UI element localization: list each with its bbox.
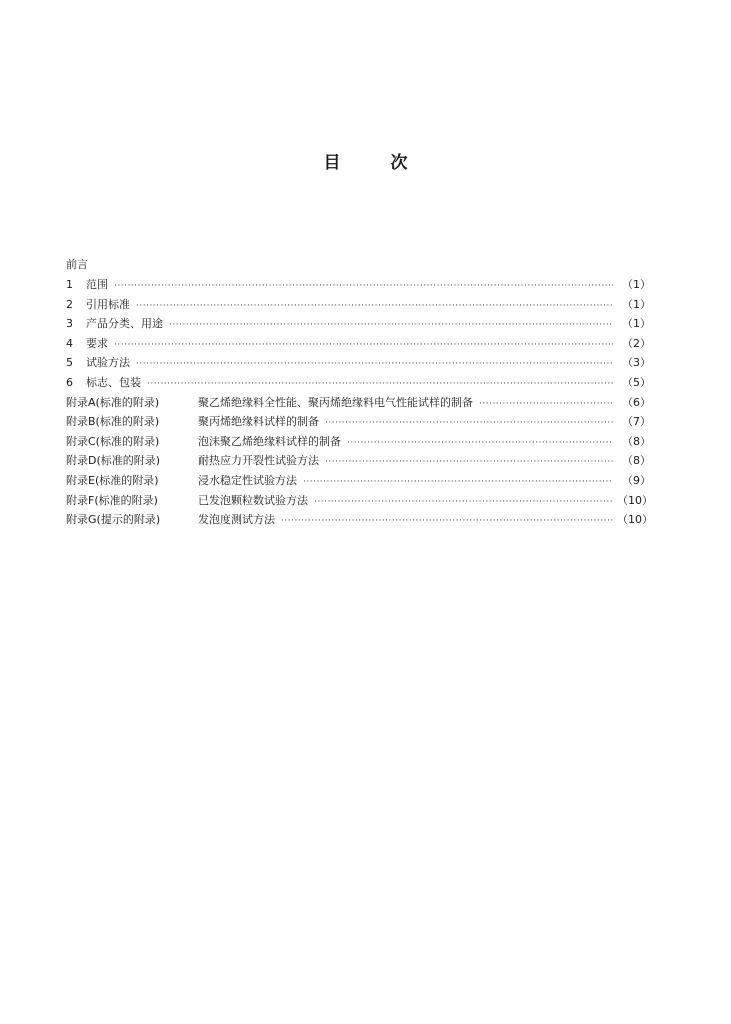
toc-appendix-page: （8） <box>622 434 651 448</box>
toc-entry-label: 引用标准 <box>86 297 130 311</box>
toc-entry[interactable] <box>66 314 651 334</box>
toc-entry-page: （2） <box>622 336 651 350</box>
toc-preface[interactable]: 前言 <box>66 258 88 271</box>
toc-appendix-name: 附录B(标准的附录) <box>66 415 160 429</box>
toc-appendix-name: 附录C(标准的附录) <box>66 434 160 448</box>
toc-entry-number: 2 <box>66 297 73 311</box>
dot-leader <box>114 277 613 297</box>
table-of-contents <box>66 255 651 530</box>
dot-leader <box>136 297 613 317</box>
toc-appendix[interactable] <box>66 432 651 452</box>
toc-appendix[interactable] <box>66 393 651 413</box>
dot-leader <box>281 512 613 532</box>
toc-appendix-page: （6） <box>622 395 651 409</box>
title-left-char: 目 <box>323 153 341 173</box>
toc-appendix-label: 浸水稳定性试验方法 <box>198 473 297 487</box>
toc-entry-page: （1） <box>622 278 651 291</box>
toc-appendix-label: 聚乙烯绝缘料全性能、聚丙烯绝缘料电气性能试样的制备 <box>198 395 473 409</box>
toc-appendix-page: （7） <box>622 415 651 429</box>
toc-appendix-page: （9） <box>622 473 651 487</box>
dot-leader <box>325 453 613 473</box>
dot-leader <box>169 316 613 336</box>
dot-leader <box>114 336 613 356</box>
toc-appendix-label: 泡沫聚乙烯绝缘料试样的制备 <box>198 434 341 448</box>
toc-entry-number: 1 <box>66 278 73 291</box>
toc-appendix-page: （8） <box>622 454 651 468</box>
toc-appendix[interactable] <box>66 491 651 511</box>
toc-appendix[interactable] <box>66 451 651 471</box>
toc-appendix-label: 已发泡颗粒数试验方法 <box>198 493 308 507</box>
dot-leader <box>136 355 613 375</box>
toc-appendix-name: 附录A(标准的附录) <box>66 395 160 409</box>
toc-entry[interactable] <box>66 295 651 315</box>
toc-entry[interactable] <box>66 275 651 295</box>
toc-appendix[interactable] <box>66 471 651 491</box>
toc-appendix-label: 聚丙烯绝缘料试样的制备 <box>198 415 319 429</box>
toc-entry-page: （3） <box>622 356 651 370</box>
toc-entry-number: 4 <box>66 336 73 350</box>
title-right-char: 次 <box>390 153 408 173</box>
dot-leader <box>314 493 613 513</box>
toc-entry-number: 6 <box>66 375 73 389</box>
dot-leader <box>325 414 613 434</box>
toc-entry-page: （1） <box>622 297 651 311</box>
toc-appendix-page: （10） <box>617 493 653 507</box>
dot-leader <box>303 473 613 493</box>
toc-appendix-name: 附录F(标准的附录) <box>66 493 158 507</box>
toc-entry[interactable] <box>66 373 651 393</box>
toc-appendix-label: 耐热应力开裂性试验方法 <box>198 454 319 468</box>
toc-entry[interactable] <box>66 334 651 354</box>
toc-appendix-label: 发泡度测试方法 <box>198 513 275 527</box>
toc-appendix-name: 附录D(标准的附录) <box>66 454 161 468</box>
toc-appendix[interactable] <box>66 412 651 432</box>
toc-appendix[interactable] <box>66 510 651 530</box>
toc-entry-number: 5 <box>66 356 73 370</box>
toc-entry-label: 要求 <box>86 336 108 350</box>
dot-leader <box>479 395 613 415</box>
toc-appendix-name: 附录G(提示的附录) <box>66 513 161 527</box>
toc-entry-label: 范围 <box>86 278 108 291</box>
toc-appendix-page: （10） <box>617 513 653 527</box>
toc-entry-label: 标志、包装 <box>86 375 141 389</box>
toc-entry-label: 试验方法 <box>86 356 130 370</box>
toc-entry-label: 产品分类、用途 <box>86 317 163 331</box>
toc-entry-page: （5） <box>622 375 651 389</box>
page-title <box>0 148 731 173</box>
dot-leader <box>347 434 613 454</box>
toc-entry[interactable] <box>66 353 651 373</box>
toc-entry-page: （1） <box>622 317 651 331</box>
toc-appendix-name: 附录E(标准的附录) <box>66 473 159 487</box>
toc-entry-number: 3 <box>66 317 73 331</box>
